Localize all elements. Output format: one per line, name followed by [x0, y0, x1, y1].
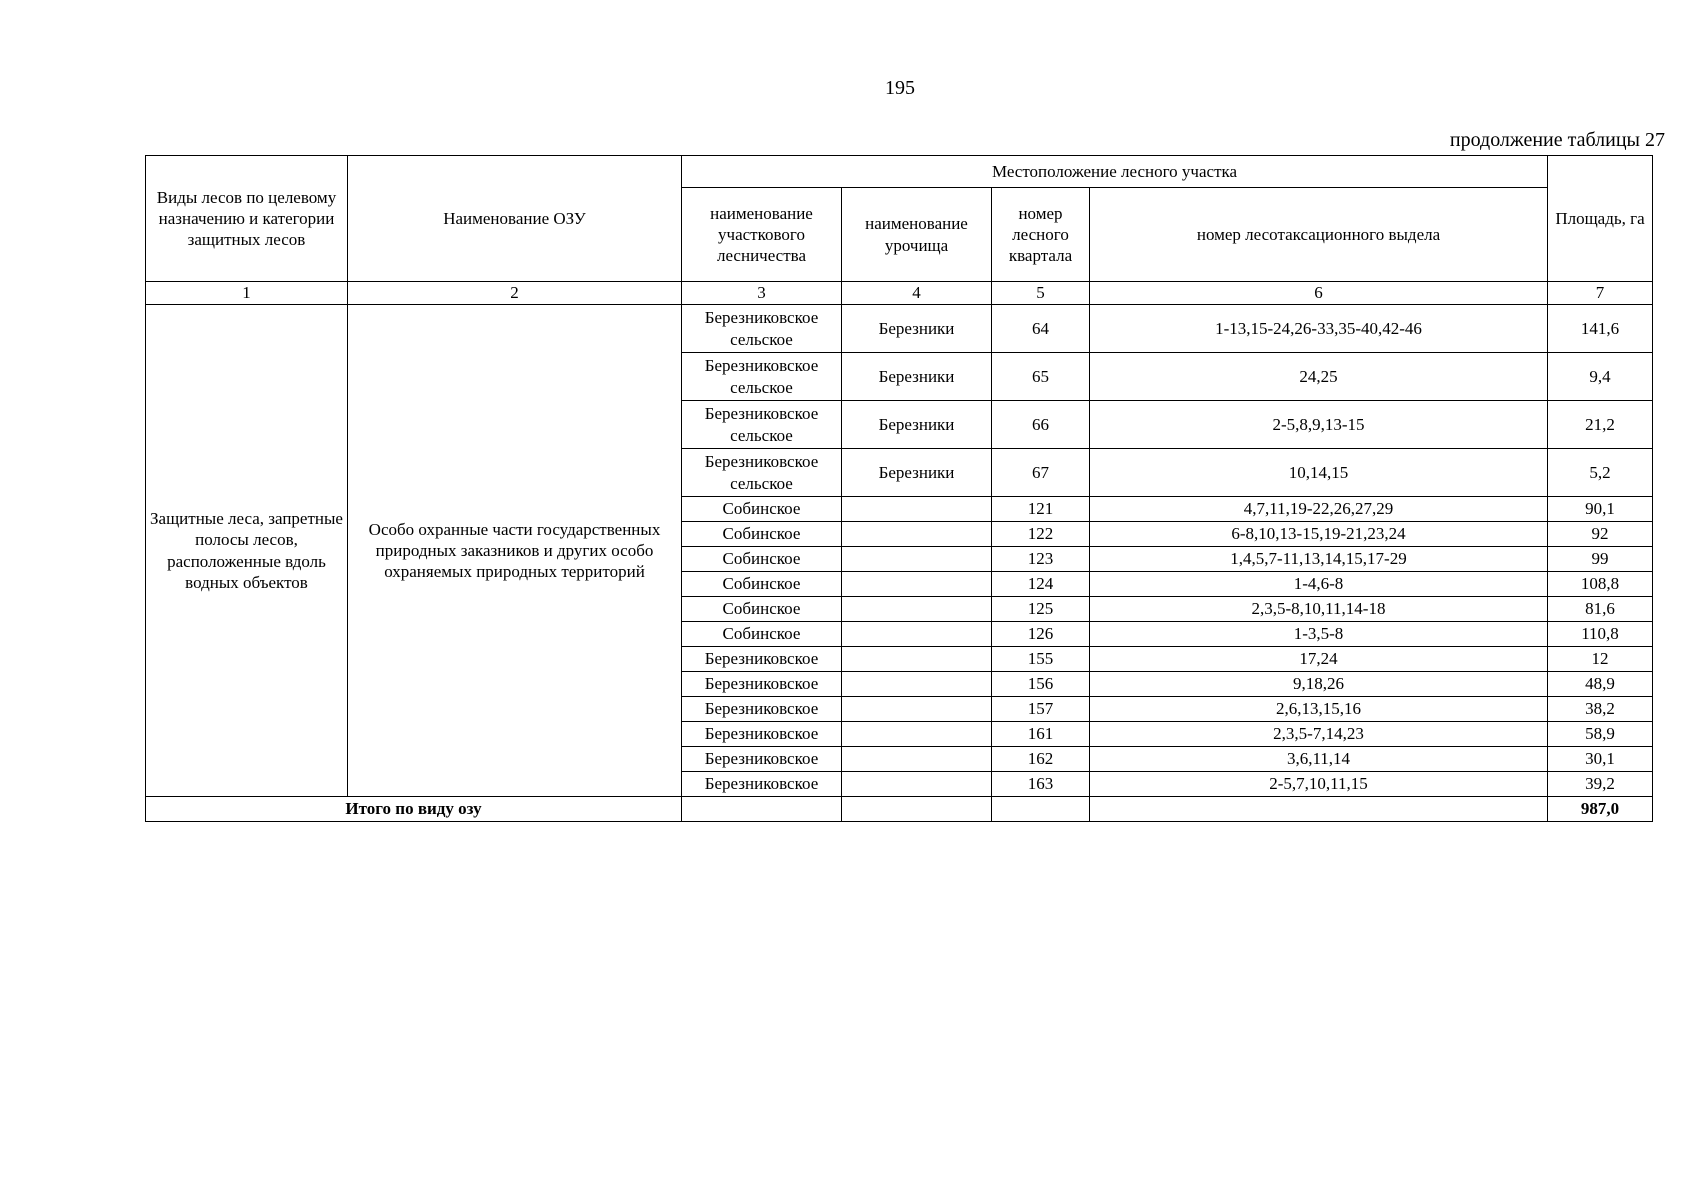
area-cell: 9,4 [1548, 353, 1653, 401]
quarter-cell: 156 [992, 672, 1090, 697]
tract-cell: Березники [842, 305, 992, 353]
column-number: 5 [992, 282, 1090, 305]
area-cell: 12 [1548, 647, 1653, 672]
allotment-cell: 2-5,8,9,13-15 [1090, 401, 1548, 449]
forestry-cell: Березниковское [682, 672, 842, 697]
tract-cell [842, 497, 992, 522]
quarter-cell: 66 [992, 401, 1090, 449]
tract-cell [842, 622, 992, 647]
allotment-cell: 1-13,15-24,26-33,35-40,42-46 [1090, 305, 1548, 353]
area-cell: 81,6 [1548, 597, 1653, 622]
area-cell: 48,9 [1548, 672, 1653, 697]
table-continuation-label: продолжение таблицы 27 [1449, 129, 1665, 151]
area-cell: 108,8 [1548, 572, 1653, 597]
tract-cell [842, 647, 992, 672]
tract-cell: Березники [842, 353, 992, 401]
area-cell: 92 [1548, 522, 1653, 547]
header-allotment: номер лесотаксационного выдела [1090, 188, 1548, 282]
allotment-cell: 1-3,5-8 [1090, 622, 1548, 647]
header-row [146, 156, 1653, 188]
page-number: 195 [885, 77, 915, 99]
tract-cell [842, 572, 992, 597]
quarter-cell: 163 [992, 772, 1090, 797]
allotment-cell: 24,25 [1090, 353, 1548, 401]
area-cell: 99 [1548, 547, 1653, 572]
header-forest-type: Виды лесов по целевому назначению и категории защитных лесов [146, 156, 348, 282]
total-empty-cell [992, 797, 1090, 822]
quarter-cell: 123 [992, 547, 1090, 572]
allotment-cell: 2-5,7,10,11,15 [1090, 772, 1548, 797]
tract-cell: Березники [842, 449, 992, 497]
tract-cell [842, 672, 992, 697]
allotment-cell: 3,6,11,14 [1090, 747, 1548, 772]
quarter-cell: 162 [992, 747, 1090, 772]
tract-cell [842, 697, 992, 722]
quarter-cell: 125 [992, 597, 1090, 622]
forestry-cell: Березниковское сельское [682, 305, 842, 353]
forestry-cell: Собинское [682, 622, 842, 647]
area-cell: 38,2 [1548, 697, 1653, 722]
allotment-cell: 2,3,5-7,14,23 [1090, 722, 1548, 747]
area-cell: 110,8 [1548, 622, 1653, 647]
column-number: 4 [842, 282, 992, 305]
forestry-cell: Собинское [682, 497, 842, 522]
total-label: Итого по виду озу [146, 797, 682, 822]
allotment-cell: 4,7,11,19-22,26,27,29 [1090, 497, 1548, 522]
allotment-cell: 9,18,26 [1090, 672, 1548, 697]
total-empty-cell [682, 797, 842, 822]
allotment-cell: 6-8,10,13-15,19-21,23,24 [1090, 522, 1548, 547]
header-tract: наименование урочища [842, 188, 992, 282]
total-area: 987,0 [1548, 797, 1653, 822]
header-quarter: номер лесного квартала [992, 188, 1090, 282]
table-row [146, 305, 1653, 353]
allotment-cell: 17,24 [1090, 647, 1548, 672]
column-number: 3 [682, 282, 842, 305]
column-number: 6 [1090, 282, 1548, 305]
header-ozu-name: Наименование ОЗУ [348, 156, 682, 282]
quarter-cell: 161 [992, 722, 1090, 747]
forestry-cell: Березниковское сельское [682, 449, 842, 497]
tract-cell [842, 722, 992, 747]
area-cell: 58,9 [1548, 722, 1653, 747]
quarter-cell: 155 [992, 647, 1090, 672]
total-row [146, 797, 1653, 822]
column-number: 2 [348, 282, 682, 305]
column-number: 1 [146, 282, 348, 305]
allotment-cell: 10,14,15 [1090, 449, 1548, 497]
quarter-cell: 64 [992, 305, 1090, 353]
tract-cell [842, 747, 992, 772]
total-empty-cell [1090, 797, 1548, 822]
area-cell: 39,2 [1548, 772, 1653, 797]
column-number: 7 [1548, 282, 1653, 305]
forestry-cell: Березниковское [682, 772, 842, 797]
tract-cell: Березники [842, 401, 992, 449]
area-cell: 141,6 [1548, 305, 1653, 353]
quarter-cell: 126 [992, 622, 1090, 647]
header-forestry: наименование участкового лесничества [682, 188, 842, 282]
forestry-cell: Березниковское [682, 722, 842, 747]
allotment-cell: 1-4,6-8 [1090, 572, 1548, 597]
forestry-cell: Собинское [682, 572, 842, 597]
quarter-cell: 157 [992, 697, 1090, 722]
area-cell: 21,2 [1548, 401, 1653, 449]
quarter-cell: 121 [992, 497, 1090, 522]
forestry-cell: Собинское [682, 597, 842, 622]
area-cell: 30,1 [1548, 747, 1653, 772]
forest-type-cell: Защитные леса, запретные полосы лесов, расположенные вдоль водных объектов [146, 305, 348, 797]
header-location-group: Местоположение лесного участка [682, 156, 1548, 188]
quarter-cell: 124 [992, 572, 1090, 597]
forestry-cell: Собинское [682, 522, 842, 547]
forestry-cell: Березниковское сельское [682, 353, 842, 401]
ozu-name-cell: Особо охранные части государственных природных заказников и других особо охраняемых природных территорий [348, 305, 682, 797]
forestry-cell: Березниковское [682, 697, 842, 722]
area-cell: 90,1 [1548, 497, 1653, 522]
forestry-cell: Березниковское сельское [682, 401, 842, 449]
header-area: Площадь, га [1548, 156, 1653, 282]
tract-cell [842, 522, 992, 547]
tract-cell [842, 772, 992, 797]
forest-areas-table [145, 155, 1653, 822]
tract-cell [842, 597, 992, 622]
tract-cell [842, 547, 992, 572]
area-cell: 5,2 [1548, 449, 1653, 497]
total-empty-cell [842, 797, 992, 822]
forestry-cell: Собинское [682, 547, 842, 572]
quarter-cell: 67 [992, 449, 1090, 497]
forestry-cell: Березниковское [682, 747, 842, 772]
allotment-cell: 2,3,5-8,10,11,14-18 [1090, 597, 1548, 622]
allotment-cell: 1,4,5,7-11,13,14,15,17-29 [1090, 547, 1548, 572]
quarter-cell: 65 [992, 353, 1090, 401]
allotment-cell: 2,6,13,15,16 [1090, 697, 1548, 722]
quarter-cell: 122 [992, 522, 1090, 547]
column-numbers-row [146, 282, 1653, 305]
forestry-cell: Березниковское [682, 647, 842, 672]
